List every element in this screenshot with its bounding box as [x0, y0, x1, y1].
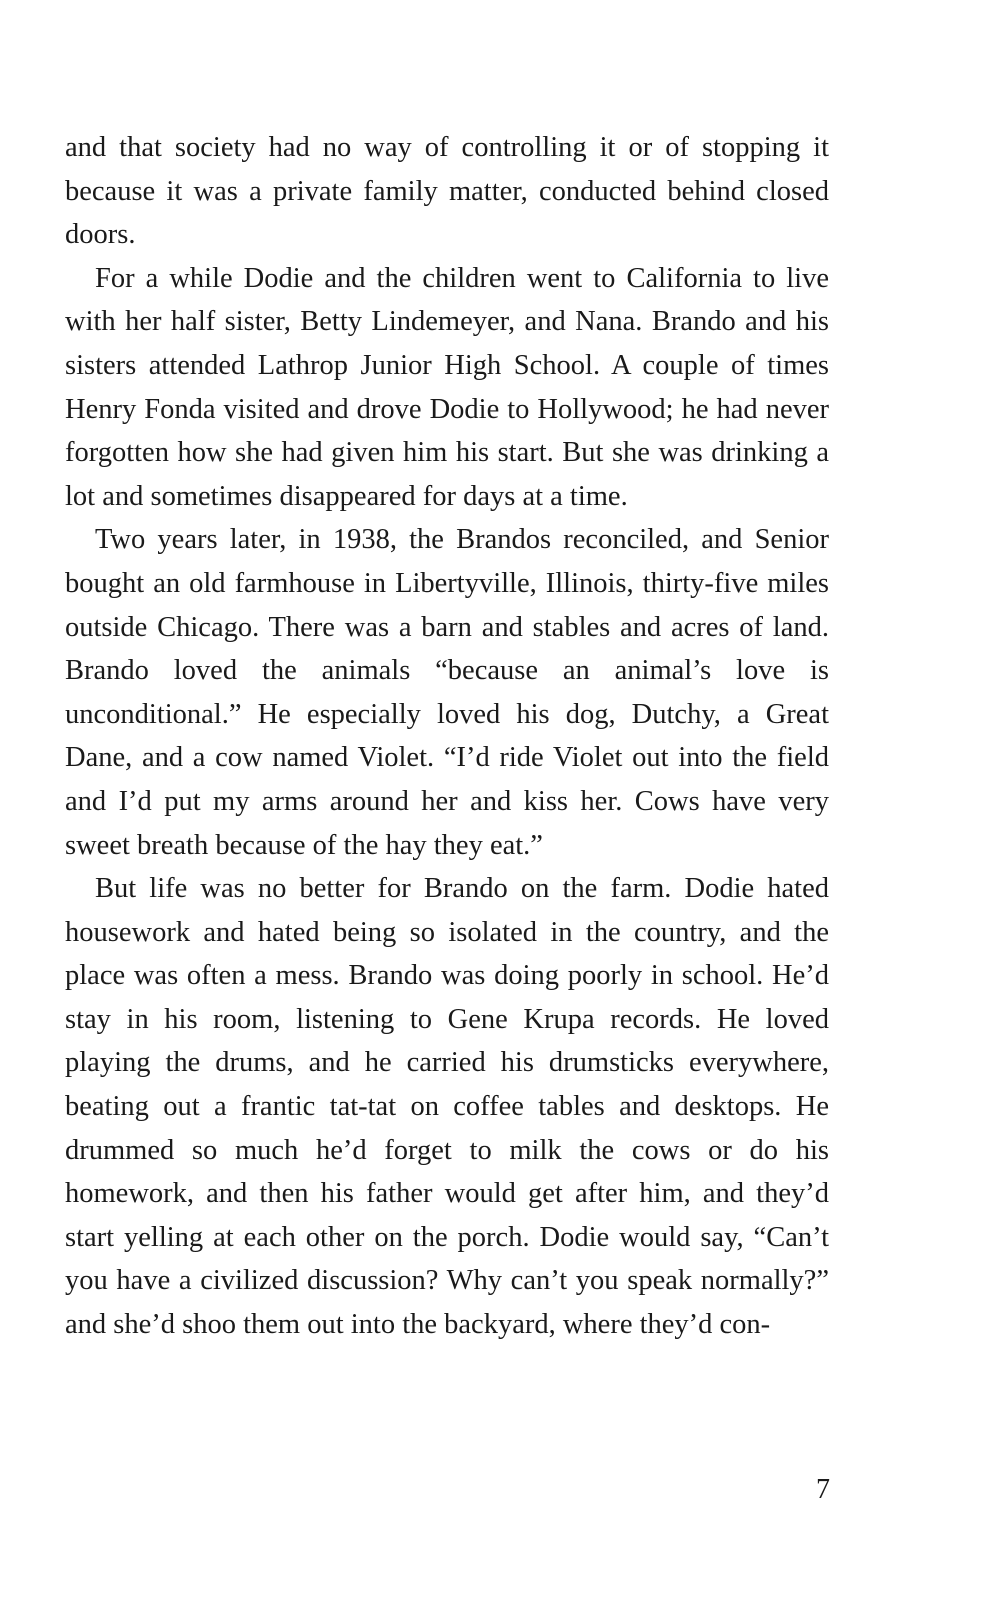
page-number: 7 — [816, 1474, 830, 1505]
paragraph-libertyville: Two years later, in 1938, the Brandos reconciled, and Senior bought an old farmhouse in Libertyville, Illinois, thirty-five miles outside Chicago. There was a barn and stables and acres of land. Brando loved the animals “because an animal’s love is unconditional.” He especially loved his dog, Dutchy, a Great Dane, and a cow named Violet. “I’d ride Violet out into the field and I’d put my arms around her and kiss her. Cows have very sweet breath because of the hay they eat.” — [65, 524, 829, 861]
body-text — [65, 126, 829, 1347]
paragraph-continued: and that society had no way of controlling it or of stopping it because it was a private family matter, conducted behind closed doors. — [65, 132, 829, 251]
paragraph-california: For a while Dodie and the children went to California to live with her half sister, Betty Lindemeyer, and Nana. Brando and his sisters attended Lathrop Junior High School. A couple of times Henry Fonda visited and drove Dodie to Hollywood; he had never forgotten how she had given him his start. But she was drinking a lot and sometimes disappeared for days at a time. — [65, 262, 829, 512]
paragraph-farm-life: But life was no better for Brando on the farm. Dodie hated housework and hated being so isolated in the country, and the place was often a mess. Brando was doing poorly in school. He’d stay in his room, listening to Gene Krupa records. He loved playing the drums, and he carried his drumsticks everywhere, beating out a frantic tat-tat on coffee tables and desktops. He drummed so much he’d forget to milk the cows or do his homework, and then his father would get after him, and they’d start yelling at each other on the porch. Dodie would say, “Can’t you have a civilized discussion? Why can’t you speak normally?” and she’d shoo them out into the backyard, where they’d con- — [65, 873, 829, 1341]
